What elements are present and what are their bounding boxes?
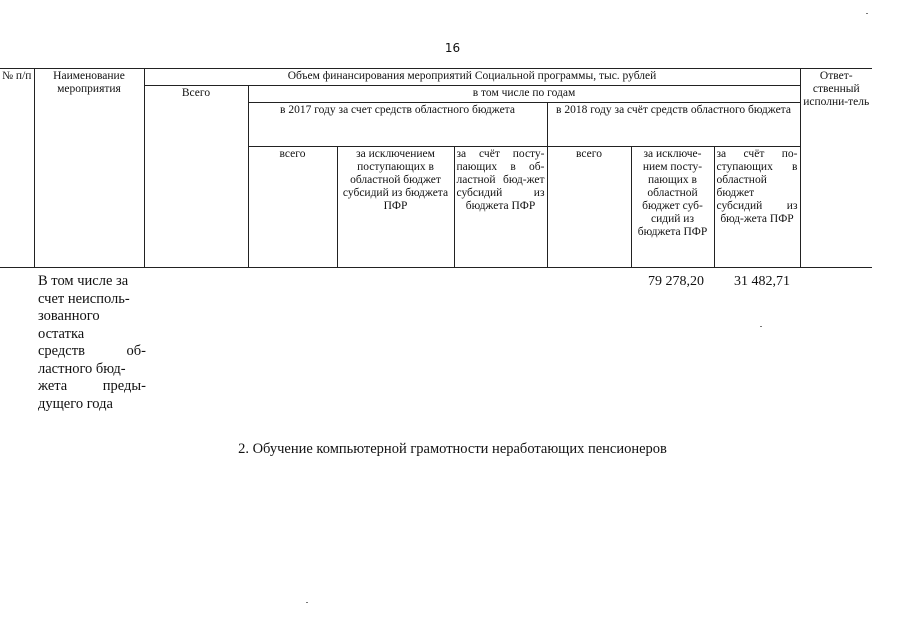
value-incl-2018: 31 482,71 <box>734 274 790 289</box>
row-name-line: ластного бюд- <box>38 360 126 377</box>
scan-speck <box>760 326 762 327</box>
funding-header: Объем финансирования мероприятий Социальной программы, тыс. рублей <box>144 69 800 86</box>
sub-all-2017: всего <box>248 147 337 268</box>
year-2017-header: в 2017 году за счет средств областного бюджета <box>248 103 547 147</box>
row-name-line: дущего года <box>38 395 113 412</box>
sub-incl-2017: за счёт посту-пающих в об-ластной бюд-жет субсидий из бюджета ПФР <box>454 147 547 268</box>
col-number-header: № п/п <box>0 69 34 268</box>
section-title: 2. Обучение компьютерной грамотности неработающих пенсионеров <box>238 441 667 457</box>
responsible-header: Ответ-ственный исполни-тель <box>800 69 872 268</box>
page-number: 16 <box>444 41 461 55</box>
sub-incl-2018: за счёт по-ступающих в областной бюджет субсидий из бюд-жета ПФР <box>714 147 800 268</box>
row-name-line: В том числе за <box>38 273 129 289</box>
value-excl-2018: 79 278,20 <box>648 274 704 289</box>
year-2018-header: в 2018 году за счёт средств областного бюджета <box>547 103 800 147</box>
sub-excl-2018: за исключе-нием посту-пающих в областной бюджет суб-сидий из бюджета ПФР <box>631 147 714 268</box>
row-name-line: жета преды- <box>38 378 146 394</box>
scan-speck <box>866 13 868 14</box>
sub-excl-2017: за исключением поступающих в областной бюджет субсидий из бюджета ПФР <box>337 147 454 268</box>
row-name-line: зованного <box>38 308 100 324</box>
row-name-line: счет неисполь- <box>38 290 130 307</box>
row-name <box>38 273 146 413</box>
row-name-line: остатка <box>38 325 85 342</box>
scan-speck <box>306 602 308 603</box>
row-name-line: средств об- <box>38 343 146 359</box>
sub-all-2018: всего <box>547 147 631 268</box>
funding-table-header <box>0 68 872 268</box>
by-years-header: в том числе по годам <box>248 86 800 103</box>
col-name-header: Наименование мероприятия <box>34 69 144 268</box>
total-header: Всего <box>144 86 248 268</box>
